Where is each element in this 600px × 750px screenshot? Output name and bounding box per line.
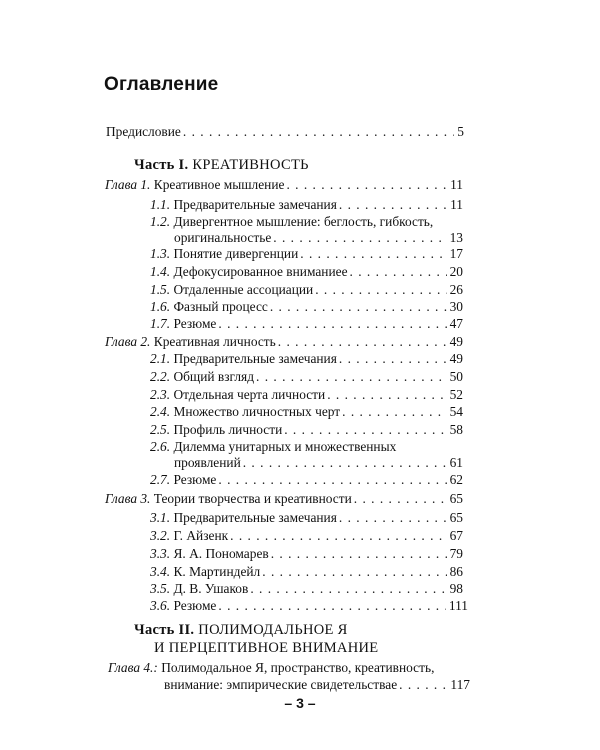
chapter-label: Глава 4.: [108, 660, 158, 675]
toc-entry-section-1-5[interactable] [150, 281, 463, 299]
toc-entry-title: Я. А. Пономарев [173, 546, 269, 561]
toc-dot-leader [230, 527, 446, 545]
page-heading: Оглавление [104, 74, 219, 95]
chapter-label: Глава 1. [105, 177, 151, 192]
toc-entry-title: Г. Айзенк [173, 528, 229, 543]
toc-dot-leader [270, 298, 447, 316]
section-number: 1.2. [150, 214, 171, 229]
toc-dot-leader [218, 315, 446, 333]
toc-page-number: 17 [449, 246, 463, 261]
section-number: 2.2. [150, 369, 171, 384]
toc-dot-leader [399, 676, 447, 694]
toc-entry-title: Дивергентное мышление: беглость, гибкость, [173, 214, 434, 229]
toc-page-number: 62 [449, 472, 463, 487]
part-title-continued: И ПЕРЦЕПТИВНОЕ ВНИМАНИЕ [154, 640, 379, 656]
part-title: ПОЛИМОДАЛЬНОЕ Я [198, 622, 348, 638]
toc-dot-leader [327, 386, 446, 404]
toc-entry-section-2-2[interactable] [150, 368, 463, 386]
section-number: 2.7. [150, 472, 171, 487]
toc-entry-section-1-3[interactable] [150, 245, 463, 263]
toc-page-number: 49 [449, 351, 463, 366]
toc-page-number: 11 [450, 177, 463, 192]
section-number: 1.3. [150, 246, 171, 261]
section-number: 3.1. [150, 510, 171, 525]
toc-entry-section-3-5[interactable] [150, 580, 463, 598]
toc-page-number: 54 [449, 404, 463, 419]
toc-page-number: 13 [449, 230, 463, 245]
toc-entry-title: Резюме [173, 472, 217, 487]
toc-entry-title: Д. В. Ушаков [173, 581, 249, 596]
toc-entry-title: Профиль личности [173, 422, 283, 437]
toc-entry-section-3-6[interactable] [150, 597, 468, 615]
toc-entry-chapter-1[interactable] [105, 176, 463, 194]
toc-dot-leader [284, 421, 446, 439]
toc-entry-chapter-4[interactable] [108, 659, 470, 677]
toc-entry-title: Предварительные замечания [173, 351, 337, 366]
toc-page-number: 30 [449, 299, 463, 314]
toc-entry-title: Полимодальное Я, пространство, креативность, [161, 660, 435, 675]
toc-page-number: 5 [457, 124, 464, 139]
toc-dot-leader [243, 454, 447, 472]
toc-dot-leader [350, 263, 447, 281]
toc-entry-section-1-1[interactable] [150, 196, 463, 214]
part-2-heading [134, 621, 378, 657]
toc-page-number: 86 [449, 564, 463, 579]
toc-entry-title-continued: проявлений [174, 455, 241, 470]
chapter-label: Глава 2. [105, 334, 151, 349]
toc-dot-leader [315, 281, 446, 299]
toc-page-number: 20 [449, 264, 463, 279]
toc-entry-section-1-6[interactable] [150, 298, 463, 316]
toc-dot-leader [278, 333, 447, 351]
toc-page-number: 58 [449, 422, 463, 437]
toc-page-number: 61 [449, 455, 463, 470]
toc-dot-leader [271, 545, 447, 563]
toc-entry-title: Креативное мышление [153, 177, 285, 192]
toc-entry-section-3-2[interactable] [150, 527, 463, 545]
section-number: 1.6. [150, 299, 171, 314]
toc-entry-title: Общий взгляд [173, 369, 255, 384]
section-number: 3.4. [150, 564, 171, 579]
toc-entry-section-2-1[interactable] [150, 350, 463, 368]
toc-entry-chapter-4-continued[interactable] [164, 676, 470, 694]
toc-page-number: 11 [450, 197, 463, 212]
toc-entry-section-3-1[interactable] [150, 509, 463, 527]
toc-entry-chapter-3[interactable] [105, 490, 463, 508]
section-number: 2.4. [150, 404, 171, 419]
toc-dot-leader [256, 368, 447, 386]
section-number: 1.1. [150, 197, 171, 212]
toc-entry-section-2-3[interactable] [150, 386, 463, 404]
toc-entry-title-continued: внимание: эмпирические свидетельстваe [164, 677, 398, 692]
toc-page-number: 98 [449, 581, 463, 596]
toc-page-number: 65 [449, 510, 463, 525]
section-number: 1.7. [150, 316, 171, 331]
toc-page-number: 26 [449, 282, 463, 297]
toc-entry-title: К. Мартиндейл [173, 564, 261, 579]
toc-dot-leader [183, 123, 454, 141]
section-number: 3.2. [150, 528, 171, 543]
toc-dot-leader [262, 563, 446, 581]
toc-dot-leader [218, 597, 446, 615]
part-1-heading [134, 156, 309, 174]
toc-dot-leader [286, 176, 447, 194]
toc-entry-title: Резюме [173, 598, 217, 613]
toc-page-number: 65 [449, 491, 463, 506]
toc-page-number: 111 [448, 598, 468, 613]
page-number-footer: – 3 – [284, 695, 316, 711]
toc-page-number: 52 [449, 387, 463, 402]
toc-page-number: 50 [449, 369, 463, 384]
toc-entry-title: Дилемма унитарных и множественных [173, 439, 397, 454]
toc-entry-section-2-6-continued[interactable] [174, 454, 463, 472]
toc-entry-title: Предварительные замечания [173, 197, 337, 212]
section-number: 2.1. [150, 351, 171, 366]
toc-entry-section-3-3[interactable] [150, 545, 463, 563]
part-title: КРЕАТИВНОСТЬ [192, 157, 309, 173]
toc-entry-title: Резюме [173, 316, 217, 331]
section-number: 2.3. [150, 387, 171, 402]
toc-entry-chapter-2[interactable] [105, 333, 463, 351]
toc-dot-leader [339, 196, 447, 214]
section-number: 1.4. [150, 264, 171, 279]
section-number: 3.5. [150, 581, 171, 596]
toc-page-number: 79 [449, 546, 463, 561]
toc-entry-section-2-4[interactable] [150, 403, 463, 421]
part-label: Часть I. [134, 157, 189, 173]
section-number: 3.6. [150, 598, 171, 613]
toc-entry-section-1-7[interactable] [150, 315, 463, 333]
toc-entry-title: Понятие дивергенции [173, 246, 299, 261]
toc-entry-title: Теории творчества и креативности [153, 491, 352, 506]
section-number: 2.5. [150, 422, 171, 437]
toc-dot-leader [339, 509, 447, 527]
toc-page-number: 67 [449, 528, 463, 543]
chapter-label: Глава 3. [105, 491, 151, 506]
toc-dot-leader [218, 471, 446, 489]
toc-entry-title: Предисловие [106, 124, 181, 139]
toc-entry-title: Фазный процесс [173, 299, 268, 314]
toc-entry-section-2-5[interactable] [150, 421, 463, 439]
toc-entry-title: Дефокусированное вниманиее [173, 264, 348, 279]
toc-page-number: 47 [449, 316, 463, 331]
part-label: Часть II. [134, 622, 195, 638]
toc-entry-section-1-4[interactable] [150, 263, 463, 281]
toc-entry-title: Предварительные замечания [173, 510, 337, 525]
toc-entry-preface[interactable] [106, 123, 464, 141]
toc-dot-leader [342, 403, 446, 421]
toc-entry-title: Отдельная черта личности [173, 387, 326, 402]
toc-entry-title: Креативная личность [153, 334, 276, 349]
toc-entry-section-2-7[interactable] [150, 471, 463, 489]
section-number: 1.5. [150, 282, 171, 297]
toc-dot-leader [300, 245, 446, 263]
section-number: 2.6. [150, 439, 171, 454]
toc-entry-section-3-4[interactable] [150, 563, 463, 581]
toc-dot-leader [339, 350, 447, 368]
section-number: 3.3. [150, 546, 171, 561]
toc-dot-leader [354, 490, 447, 508]
toc-entry-title: Отдаленные ассоциации [173, 282, 314, 297]
toc-page-number: 49 [449, 334, 463, 349]
toc-entry-title: Множество личностных черт [173, 404, 341, 419]
toc-dot-leader [250, 580, 446, 598]
toc-entry-title-continued: оригинальностье [174, 230, 272, 245]
toc-page-number: 117 [450, 677, 470, 692]
